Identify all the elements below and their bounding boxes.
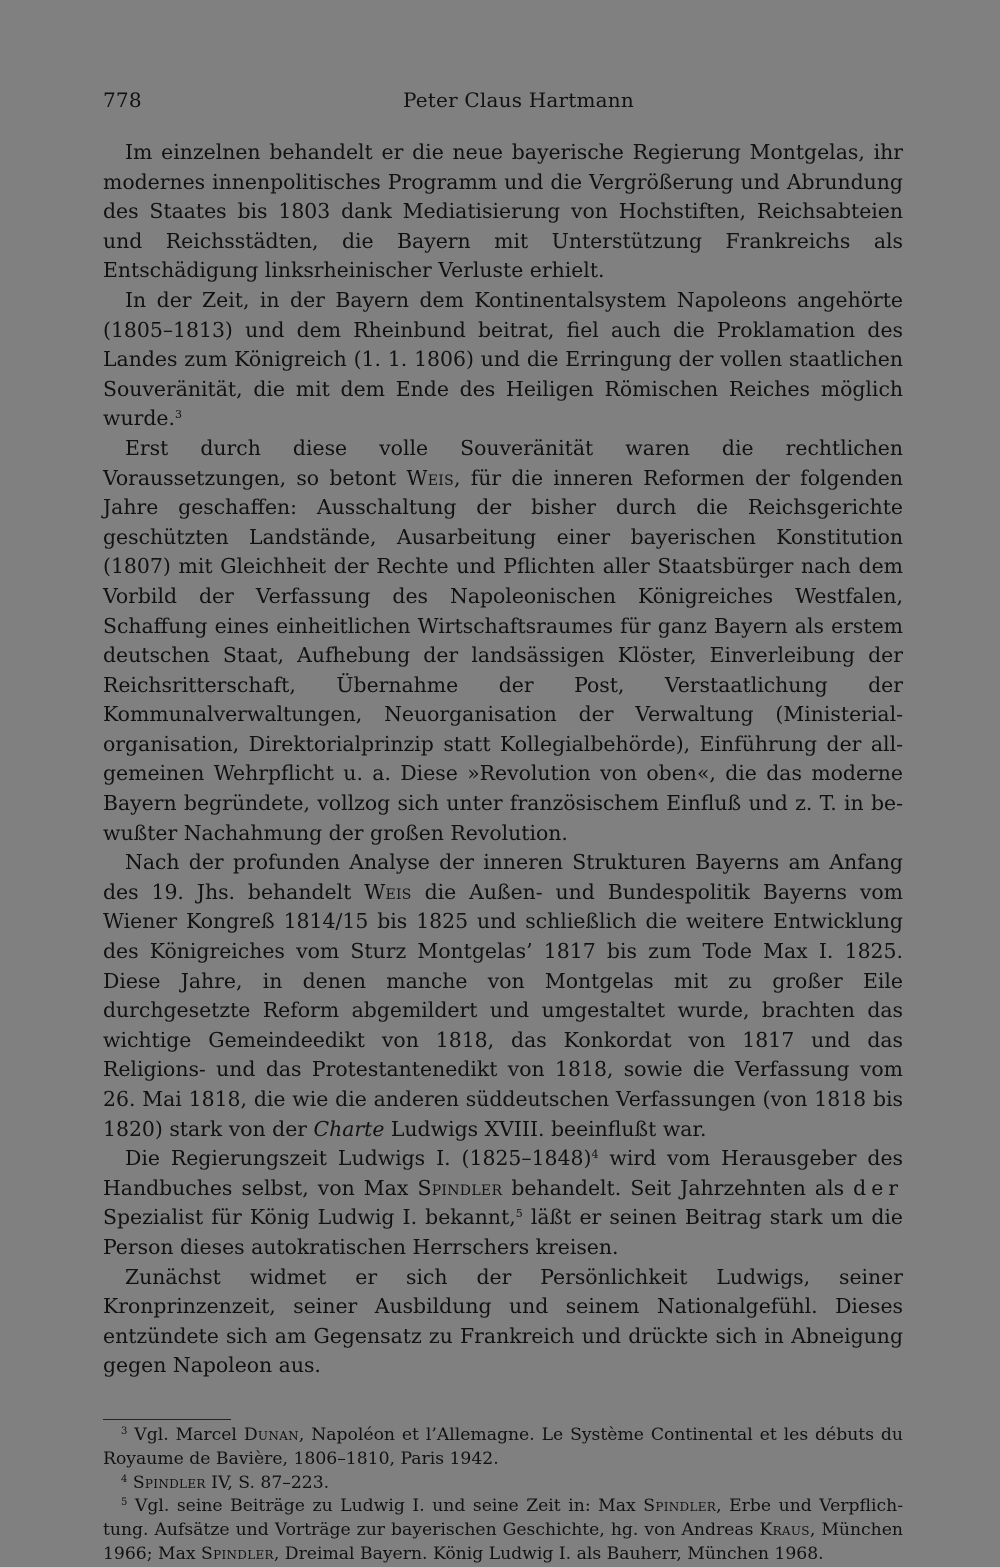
footnote-divider bbox=[103, 1419, 231, 1420]
footnote-5-text-d: , Dreimal Bayern. König Ludwig I. als Bauherr, München 1968. bbox=[273, 1543, 824, 1564]
author-name-spindler: Spindler bbox=[132, 1472, 206, 1493]
footnote-5 bbox=[103, 1495, 903, 1566]
footnote-number: 4 bbox=[121, 1473, 128, 1485]
paragraph-5-text-e: läßt er seinen Beitrag stark um die Person dieses autokratischen Herrschers kreisen. bbox=[103, 1205, 903, 1259]
footnote-5-text-a: Vgl. seine Beiträge zu Ludwig I. und seine Zeit in: Max bbox=[127, 1496, 644, 1517]
book-page bbox=[103, 80, 903, 1567]
paragraph-3-text-a: Erst durch diese volle Souveränität waren die rechtlichen Voraussetzungen, so betont bbox=[103, 435, 903, 490]
footnote-number: 5 bbox=[121, 1497, 128, 1509]
author-name-spindler: Spindler bbox=[201, 1543, 274, 1564]
paragraph-3-text-b: , für die inneren Reformen der folgenden Jahre geschaffen: Ausschaltung der bisher durch die Reichsgerichte geschützten Landstände, Ausarbeitung einer bayerischen Konstitution (1807) mit Gleichheit der Rechte und Pflichten aller Staatsbürger nach dem Vorbild der Verfassung des Napoleonischen Königreiches Westfalen, Schaffung eines einheitlichen Wirtschaftsraumes für ganz Bayern als erstem deutschen Staat, Aufhebung der landsässigen Klöster, Einverleibung der Reichsritterschaft, Übernahme der Post, Verstaatlichung der Kommunalverwaltungen, Neuorganisation der Verwaltung (Ministerialorganisation, Direktorialprinzip statt Kollegialbehörde), Einführung der allgemeinen Wehrpflicht u. a. Diese »Revolution von oben«, die das moderne Bayern begründete, vollzog sich unter französischem Einfluß und z. T. in bewußter Nachahmung der großen Revolution. bbox=[103, 465, 904, 845]
paragraph-2 bbox=[103, 286, 903, 434]
main-text bbox=[103, 138, 903, 1381]
emphasis-der: der bbox=[853, 1175, 904, 1200]
footnote-3 bbox=[103, 1424, 903, 1472]
paragraph-5-text-d: Spezialist für König Ludwig I. bekannt, bbox=[103, 1205, 516, 1230]
footnote-4-text: IV, S. 87–223. bbox=[205, 1472, 330, 1493]
footnotes bbox=[103, 1424, 903, 1567]
charte-italic: Charte bbox=[313, 1116, 385, 1141]
footnote-ref-5[interactable]: 5 bbox=[515, 1207, 523, 1221]
paragraph-3 bbox=[103, 434, 903, 848]
paragraph-5-text-a: Die Regierungszeit Ludwigs I. (1825–1848) bbox=[125, 1146, 592, 1171]
page-number: 778 bbox=[103, 88, 142, 112]
footnote-5-text-b: , Erbe und Verpflichtung. Aufsätze und Vorträge zur bayerischen Geschichte, hg. von Andreas bbox=[103, 1496, 903, 1541]
footnote-3-text-a: Vgl. Marcel bbox=[127, 1424, 244, 1445]
footnote-5-text-c: , München 1966; Max bbox=[103, 1520, 903, 1564]
paragraph-6: Zunächst widmet er sich der Persönlichkeit Ludwigs, seiner Kronprinzenzeit, seiner Ausbildung und seinem Nationalgefühl. Dieses entzündete sich am Gegensatz zu Frankreich und drückte sich in Abneigung gegen Napoleon aus. bbox=[103, 1264, 903, 1378]
footnote-ref-4[interactable]: 4 bbox=[591, 1148, 599, 1162]
footnote-ref-3[interactable]: 3 bbox=[174, 408, 182, 422]
paragraph-4-text-b: die Außen- und Bundespolitik Bayerns vom Wiener Kongreß 1814/15 bis 1825 und schließlich die weitere Entwicklung des Königreiches vom Sturz Montgelas’ 1817 bis zum Tode Max I. 1825. Diese Jahre, in denen manche von Montgelas mit zu großer Eile durchgesetzte Reform abgemildert und umgestaltet wurde, brachten das wichtige Gemeindeedikt von 1818, das Konkordat von 1817 und das Religions- und das Protestantenedikt von 1818, sowie die Verfassung vom 26. Mai 1818, die wie die anderen süddeutschen Verfassungen (von 1818 bis 1820) stark von der bbox=[103, 879, 903, 1141]
paragraph-4-text-a: Nach der profunden Analyse der inneren Strukturen Bayerns am Anfang des 19. Jhs. behandelt bbox=[103, 850, 903, 904]
paragraph-4-text-c: Ludwigs XVIII. beeinflußt war. bbox=[384, 1116, 707, 1141]
author-name-weis: Weis bbox=[406, 465, 454, 490]
paragraph-5-text-c: behandelt. Seit Jahrzehnten als bbox=[502, 1175, 854, 1200]
author-name-kraus: Kraus bbox=[759, 1520, 810, 1541]
paragraph-2-text: In der Zeit, in der Bayern dem Kontinentalsystem Napoleons angehörte (1805–1813) und dem Rheinbund beitrat, fiel auch die Proklamation des Landes zum Königreich (1. 1. 1806) und die Erringung der vollen staatlichen Souveränität, die mit dem Ende des Heiligen Römischen Reiches möglich wurde. bbox=[103, 287, 903, 431]
footnote-3-text-b: , Napoléon et l’Allemagne. Le Système Continental et les débuts du Royaume de Bavière, 1806–1810, Paris 1942. bbox=[103, 1424, 903, 1469]
footnote-4 bbox=[103, 1472, 903, 1496]
paragraph-1: Im einzelnen behandelt er die neue bayerische Regierung Montgelas, ihr modernes innenpolitisches Programm und die Vergrößerung und Abrundung des Staates bis 1803 dank Mediatisierung von Hochstiften, Reichsabteien und Reichsstädten, die Bayern mit Unterstützung Frankreichs als Entschädigung linksrheinischer Verluste erhielt. bbox=[103, 140, 903, 283]
running-head bbox=[103, 80, 903, 116]
footnote-number: 3 bbox=[121, 1425, 128, 1437]
author-name-spindler: Spindler bbox=[643, 1496, 717, 1517]
running-head-author: Peter Claus Hartmann bbox=[403, 88, 634, 112]
author-name-dunan: Dunan bbox=[243, 1424, 299, 1445]
author-name-spindler: Spindler bbox=[417, 1175, 503, 1200]
paragraph-5-text-b: wird vom Herausgeber des Handbuches selbst, von Max bbox=[103, 1146, 903, 1200]
author-name-weis: Weis bbox=[364, 879, 412, 904]
paragraph-4 bbox=[103, 848, 903, 1144]
paragraph-5 bbox=[103, 1144, 903, 1262]
